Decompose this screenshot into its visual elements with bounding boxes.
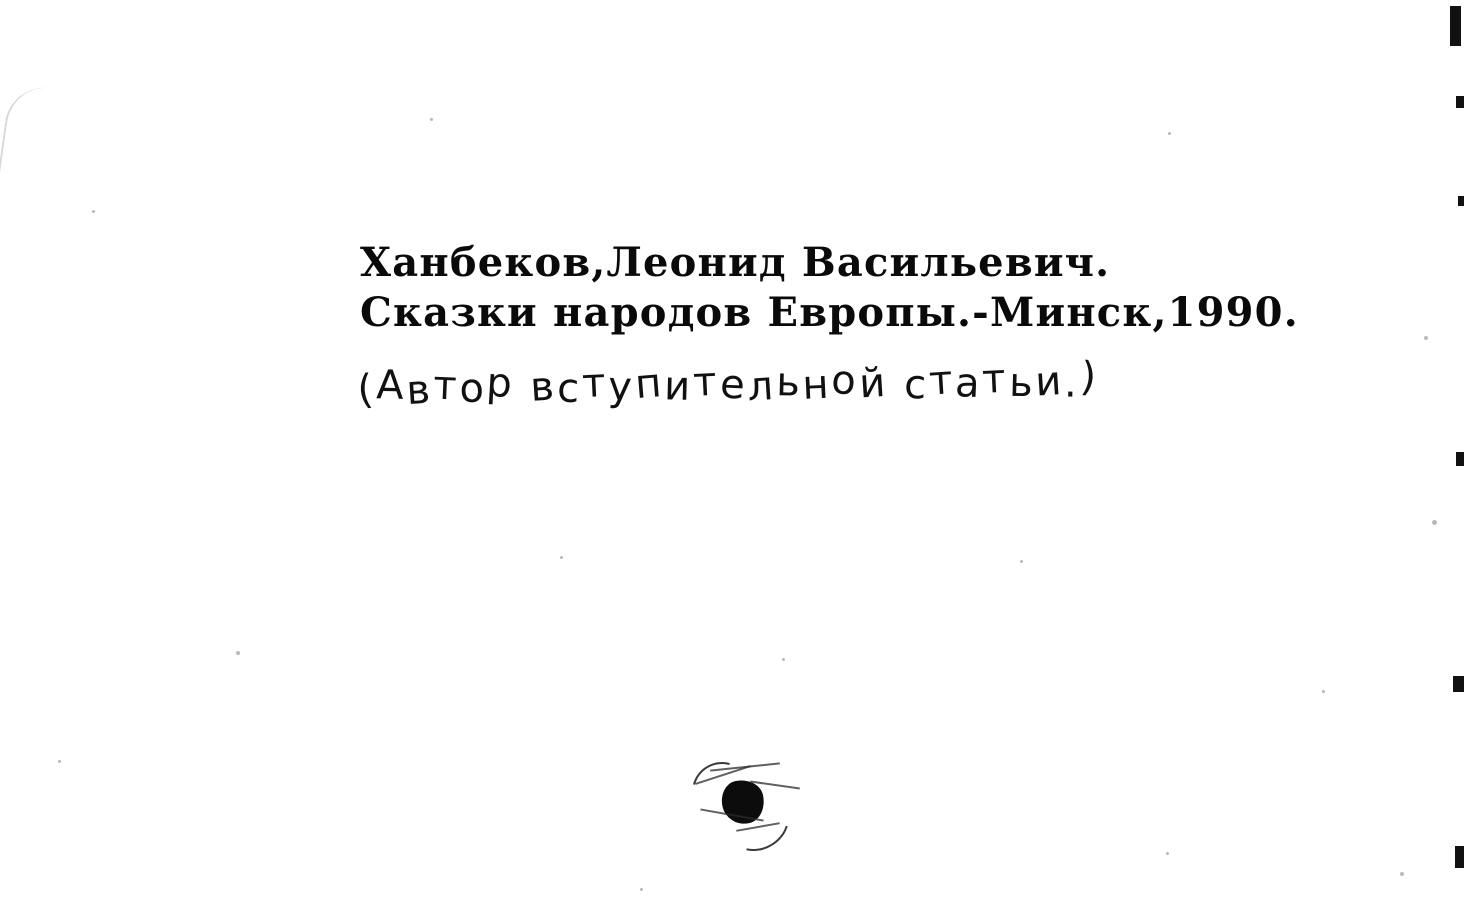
scan-speckle	[782, 658, 785, 661]
scan-speckle	[1020, 560, 1023, 563]
scan-speckle	[560, 556, 563, 559]
page-corner-curl	[0, 83, 66, 210]
scan-speckle	[1400, 872, 1404, 876]
scan-speckle	[430, 118, 433, 121]
scan-speckle	[640, 888, 643, 891]
ink-smudge	[690, 752, 810, 842]
record-line-author: Ханбеков,Леонид Васильевич.	[360, 239, 1111, 286]
scan-speckle	[1424, 336, 1428, 340]
edge-mark	[1456, 452, 1464, 466]
bibliographic-record	[360, 238, 1420, 338]
edge-mark	[1453, 676, 1464, 692]
handwritten-annotation: (Автор вступительной статьи.)	[355, 353, 1101, 415]
scan-speckle	[1166, 852, 1169, 855]
edge-mark	[1450, 6, 1461, 46]
edge-mark	[1455, 846, 1464, 868]
edge-mark	[1458, 196, 1464, 206]
edge-mark	[1456, 96, 1464, 108]
record-line-title: Сказки народов Европы.-Минск,1990.	[360, 289, 1299, 336]
scan-speckle	[92, 210, 95, 213]
scan-speckle	[1322, 690, 1325, 693]
scan-speckle	[58, 760, 61, 763]
scan-speckle	[1432, 520, 1437, 525]
scan-speckle	[1168, 132, 1171, 135]
scan-speckle	[236, 651, 240, 655]
